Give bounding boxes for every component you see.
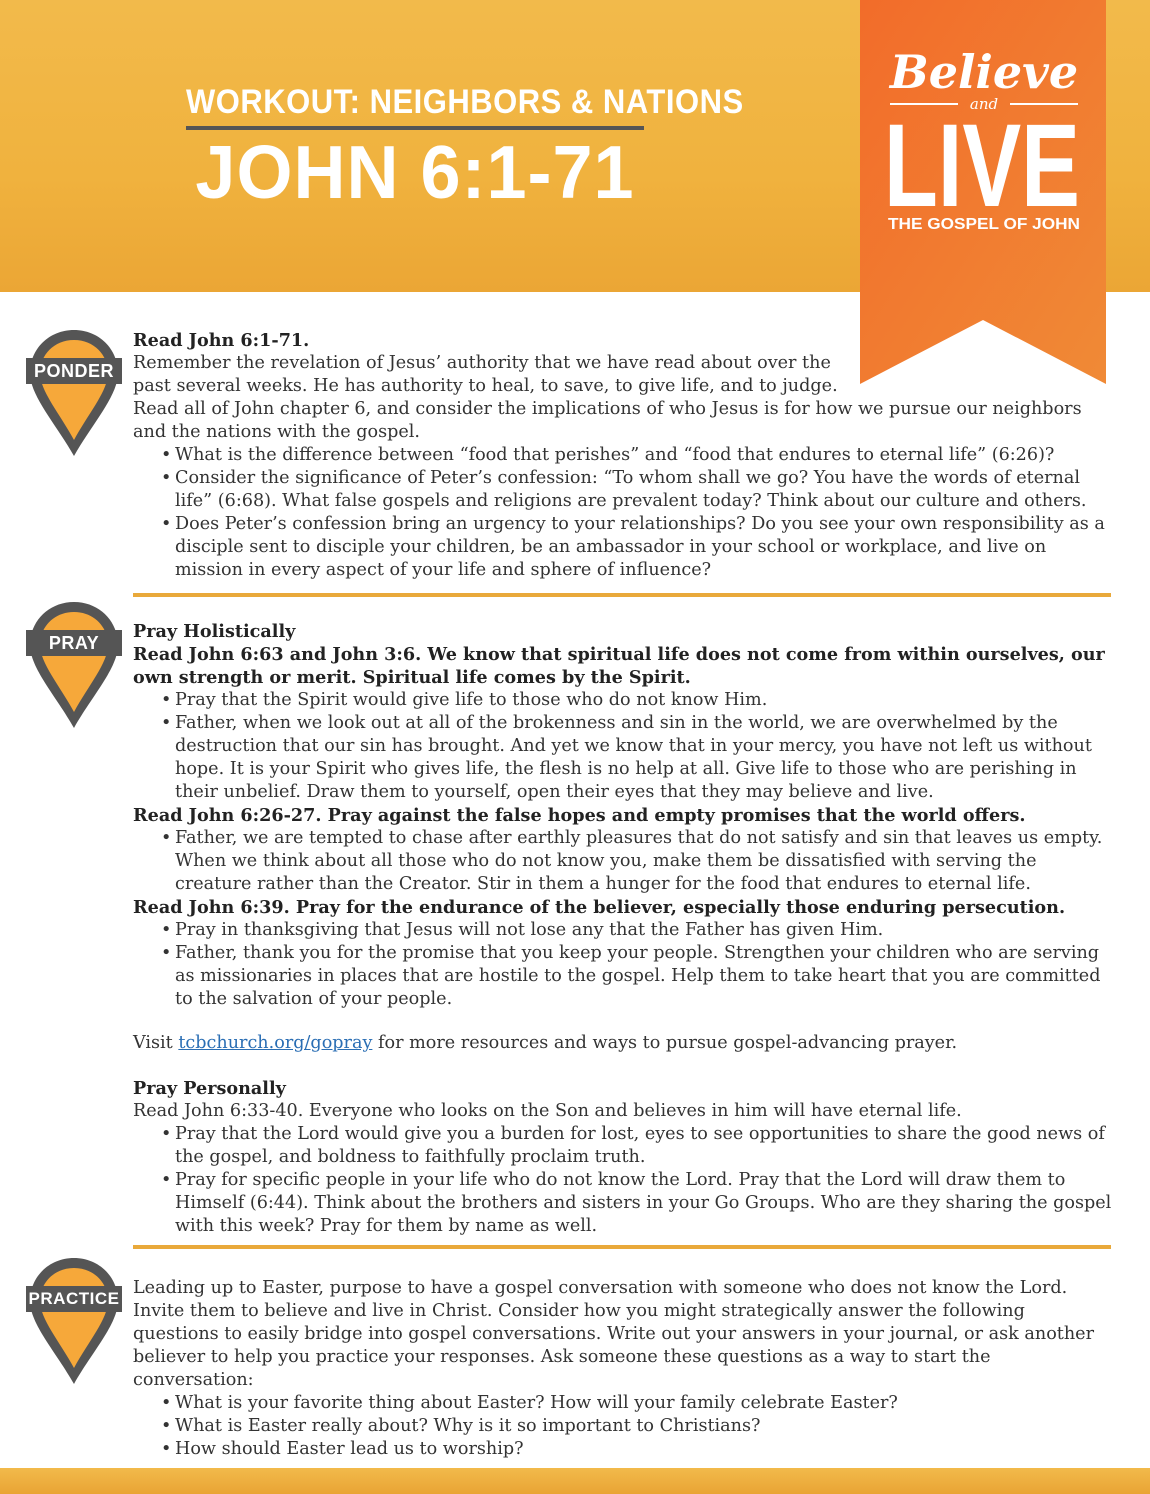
pray-intro: Read John 6:63 and John 3:6. We know that spiritual life does not come from within ourselves, our own strength or merit. Spiritual life comes by the Spirit. [133, 644, 1105, 688]
pray-list-4 [133, 1123, 1113, 1238]
badge-label: PONDER [33, 361, 114, 381]
ponder-paragraph-1: Remember the revelation of Jesus’ authority that we have read about over the [133, 353, 831, 373]
pray-heading-2: Read John 6:26-27. Pray against the false hopes and empty promises that the world offers. [133, 805, 1026, 826]
pray-list-2 [133, 827, 1113, 896]
list-item: • What is your favorite thing about Easter? How will your family celebrate Easter? [175, 1392, 1113, 1415]
banner-line4: THE GOSPEL OF JOHN [888, 216, 1080, 233]
pray-heading-3: Read John 6:39. Pray for the endurance of the believer, especially those enduring persecution. [133, 897, 1066, 918]
section-divider [133, 593, 1111, 597]
practice-questions [133, 1392, 1113, 1461]
gopray-link[interactable]: tcbchurch.org/gopray [178, 1033, 373, 1053]
list-item: • Pray for specific people in your life who do not know the Lord. Pray that the Lord will draw them to Himself (6:44). Think about the brothers and sisters in your Go Groups. Who are they sharing the gospel with this week? Pray for them by name as well. [175, 1169, 1113, 1238]
practice-badge [26, 1256, 122, 1388]
worksheet-subtitle: WORKOUT: NEIGHBORS & NATIONS [186, 81, 744, 122]
list-item: • What is Easter really about? Why is it so important to Christians? [175, 1415, 1113, 1438]
ponder-section [133, 329, 1113, 582]
pray-badge [26, 600, 122, 732]
ponder-questions [133, 444, 1113, 582]
banner-graphic [860, 0, 1106, 384]
list-item: • Pray that the Lord would give you a burden for lost, eyes to see opportunities to share the good news of the gospel, and boldness to faithfully proclaim truth. [175, 1123, 1113, 1169]
list-item: • Consider the significance of Peter’s confession: “To whom shall we go? You have the words of eternal life” (6:68). What false gospels and religions are prevalent today? Think about our culture and others. [175, 467, 1113, 513]
ponder-paragraph-2: past several weeks. He has authority to heal, to save, to give life, and to judge. [133, 376, 838, 396]
visit-suffix: for more resources and ways to pursue gospel-advancing prayer. [372, 1033, 958, 1053]
pray-personally-intro: Read John 6:33-40. Everyone who looks on the Son and believes in him will have eternal life. [133, 1101, 962, 1121]
banner-line3: LIVE [884, 100, 1080, 232]
practice-section [133, 1277, 1113, 1461]
list-item: • Does Peter’s confession bring an urgency to your relationships? Do you see your own responsibility as a disciple sent to disciple your children, be an ambassador in your school or workplace, and live on mission in every aspect of your life and sphere of influence? [175, 513, 1113, 582]
list-item: • How should Easter lead us to worship? [175, 1438, 1113, 1461]
ponder-heading: Read John 6:1-71. [133, 330, 310, 351]
pray-list-3 [133, 919, 1113, 1011]
list-item: • Pray that the Spirit would give life to those who do not know Him. [175, 689, 1113, 712]
map-pin-icon [26, 328, 122, 460]
footer-band [0, 1468, 1150, 1494]
badge-label: PRACTICE [28, 1289, 120, 1308]
list-item: • Pray in thanksgiving that Jesus will not lose any that the Father has given Him. [175, 919, 1113, 942]
map-pin-icon [26, 600, 122, 732]
list-item: • What is the difference between “food that perishes” and “food that endures to eternal life” (6:26)? [175, 444, 1113, 467]
pray-heading: Pray Holistically [133, 621, 296, 642]
badge-label: PRAY [48, 633, 100, 653]
visit-line [133, 1032, 1113, 1055]
list-item: • Father, thank you for the promise that you keep your people. Strengthen your children who are serving as missionaries in places that are hostile to the gospel. Help them to take heart that you are committed to the salvation of your people. [175, 942, 1113, 1011]
visit-prefix: Visit [133, 1033, 179, 1053]
page-title: JOHN 6:1-71 [195, 131, 635, 215]
list-item: • Father, when we look out at all of the brokenness and sin in the world, we are overwhelmed by the destruction that our sin has brought. And yet we know that in your mercy, you have not left us without hope. It is your Spirit who gives life, the flesh is no help at all. Give life to those who are perishing in their unbelief. Draw them to yourself, open their eyes that they may believe and live. [175, 712, 1113, 804]
banner-line2: and [969, 95, 999, 113]
ponder-paragraph-3: Read all of John chapter 6, and consider the implications of who Jesus is for how we pursue our neighbors and the nations with the gospel. [133, 399, 1082, 442]
believe-and-live-banner [860, 0, 1106, 384]
ponder-badge [26, 328, 122, 460]
banner-line1: Believe [889, 45, 1079, 99]
pray-personally-heading: Pray Personally [133, 1078, 286, 1099]
pray-section [133, 620, 1113, 1238]
list-item: • Father, we are tempted to chase after earthly pleasures that do not satisfy and sin that leaves us empty. When we think about all those who do not know you, make them be dissatisfied with serving the creature rather than the Creator. Stir in them a hunger for the food that endures to eternal life. [175, 827, 1113, 896]
pray-list-1 [133, 689, 1113, 804]
section-divider [133, 1245, 1111, 1249]
practice-paragraph: Leading up to Easter, purpose to have a gospel conversation with someone who does not know the Lord. Invite them to believe and live in Christ. Consider how you might strategically answer the following questions to easily bridge into gospel conversations. Write out your answers in your journal, or ask another believer to help you practice your responses. Ask someone these questions as a way to start the conversation: [133, 1278, 1095, 1390]
map-pin-icon [26, 1256, 122, 1388]
